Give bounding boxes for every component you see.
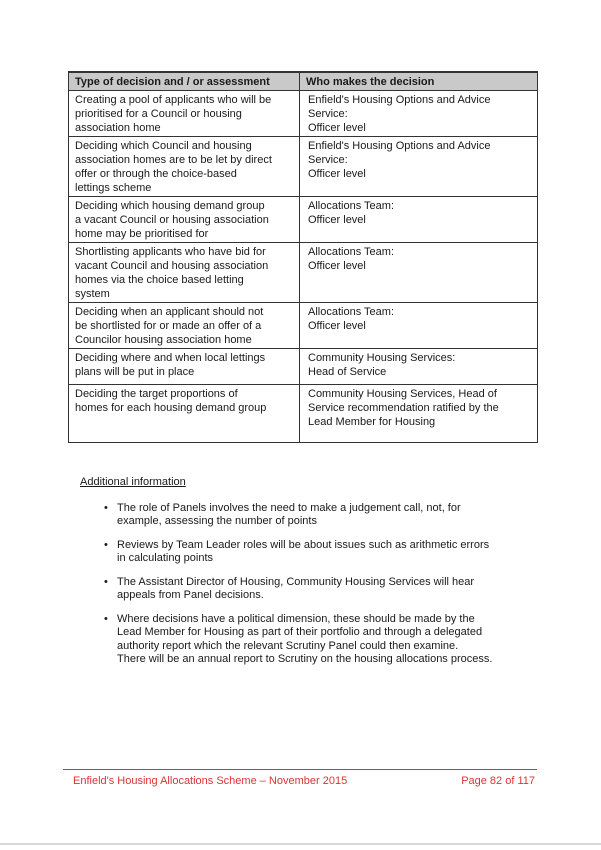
decision-cell: Deciding when an applicant should not be shortlisted for or made an offer of a Councilor housing association home: [69, 303, 300, 349]
decision-cell: Deciding where and when local lettings plans will be put in place: [69, 349, 300, 385]
table-row: [69, 91, 538, 137]
table-header-row: [69, 72, 538, 91]
additional-information-section: [80, 476, 542, 677]
list-item: [80, 539, 542, 566]
footer-page-number: Page 82 of 117: [461, 775, 535, 787]
table-row: [69, 385, 538, 443]
bullet-icon: •: [104, 501, 108, 514]
bullet-icon: •: [104, 612, 108, 625]
decision-cell: Deciding which housing demand group a vacant Council or housing association home may be prioritised for: [69, 197, 300, 243]
bullet-text: Where decisions have a political dimension, these should be made by the Lead Member for Housing as part of their portfolio and through a delegated authority report which the relevant Scrutiny Panel could then examine. There will be an annual report to Scrutiny on the housing allocations process.: [117, 612, 493, 665]
who-cell: Allocations Team: Officer level: [300, 303, 538, 349]
who-cell: Allocations Team: Officer level: [300, 197, 538, 243]
column-header-decision-type: Type of decision and / or assessment: [69, 72, 300, 91]
footer-document-title: Enfield's Housing Allocations Scheme – November 2015: [73, 775, 348, 787]
decision-cell: Deciding which Council and housing association homes are to be let by direct offer or through the choice-based lettings scheme: [69, 137, 300, 197]
page-footer: [63, 774, 537, 788]
who-cell: Enfield's Housing Options and Advice Service: Officer level: [300, 91, 538, 137]
additional-information-list: [80, 502, 542, 667]
decision-cell: Shortlisting applicants who have bid for vacant Council and housing association homes via the choice based letting system: [69, 243, 300, 303]
table-row: [69, 303, 538, 349]
additional-information-heading: Additional information: [80, 476, 186, 488]
who-cell: Enfield's Housing Options and Advice Service: Officer level: [300, 137, 538, 197]
list-item: [80, 576, 542, 603]
list-item: [80, 613, 542, 667]
bullet-text: Reviews by Team Leader roles will be about issues such as arithmetic errors in calculating points: [117, 538, 490, 564]
list-item: [80, 502, 542, 529]
table-row: [69, 137, 538, 197]
column-header-who-decides: Who makes the decision: [300, 72, 538, 91]
footer-divider-line: [63, 769, 537, 770]
table-row: [69, 243, 538, 303]
table-row: [69, 349, 538, 385]
page-boundary-line: [0, 843, 601, 845]
who-cell: Community Housing Services, Head of Service recommendation ratified by the Lead Member for Housing: [300, 385, 538, 443]
decision-table: [68, 71, 538, 443]
bullet-icon: •: [104, 575, 108, 588]
who-cell: Allocations Team: Officer level: [300, 243, 538, 303]
bullet-text: The role of Panels involves the need to make a judgement call, not, for example, assessing the number of points: [117, 501, 461, 527]
decision-cell: Deciding the target proportions of homes for each housing demand group: [69, 385, 300, 443]
bullet-icon: •: [104, 538, 108, 551]
decision-cell: Creating a pool of applicants who will be prioritised for a Council or housing association home: [69, 91, 300, 137]
who-cell: Community Housing Services: Head of Service: [300, 349, 538, 385]
table-row: [69, 197, 538, 243]
bullet-text: The Assistant Director of Housing, Community Housing Services will hear appeals from Panel decisions.: [117, 575, 475, 601]
